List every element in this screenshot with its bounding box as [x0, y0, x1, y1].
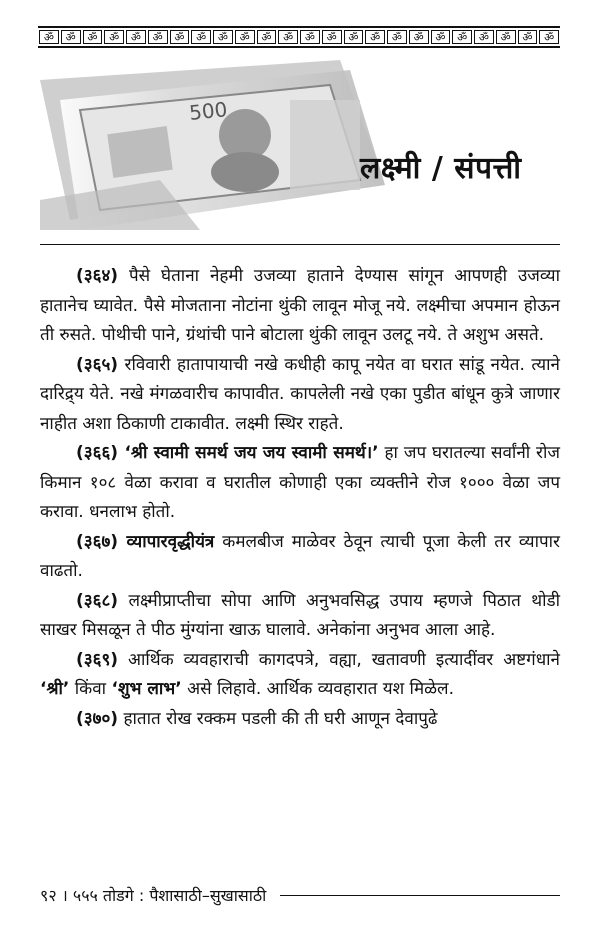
border-ornament: ॐ — [474, 30, 494, 44]
border-ornament: ॐ — [387, 30, 407, 44]
border-ornament: ॐ — [257, 30, 277, 44]
bold-term: ‘श्री’ — [40, 679, 70, 699]
paragraph-365 — [40, 351, 560, 440]
paragraph-367 — [40, 528, 560, 587]
header-divider — [40, 244, 560, 245]
paragraph-364 — [40, 262, 560, 351]
paragraph-number: (३६४) — [76, 266, 119, 286]
decorative-border — [38, 26, 560, 48]
paragraph-368 — [40, 587, 560, 646]
border-ornament: ॐ — [235, 30, 255, 44]
footer-divider — [280, 895, 560, 896]
paragraph-text: लक्ष्मीप्राप्तीचा सोपा आणि अनुभवसिद्ध उपाय म्हणजे पिठात थोडी साखर मिसळून ते पीठ मुंग्यांना खाऊ घालावे. अनेकांना अनुभव आला आहे. — [40, 590, 560, 640]
yantra-name: व्यापारवृद्धीयंत्र — [118, 531, 215, 552]
paragraph-366 — [40, 439, 560, 528]
footer-text: ९२ । ५५५ तोडगे : पैशासाठी–सुखासाठी — [40, 886, 267, 905]
border-ornament: ॐ — [39, 30, 59, 44]
banknotes-image — [40, 60, 390, 230]
page-footer — [40, 884, 560, 906]
article-body — [40, 262, 560, 734]
paragraph-369 — [40, 646, 560, 705]
border-ornament: ॐ — [126, 30, 146, 44]
bold-term: ‘शुभ लाभ’ — [111, 679, 182, 699]
paragraph-text: हातात रोख रक्कम पडली की ती घरी आणून देवापुढे — [118, 708, 438, 729]
border-ornament: ॐ — [191, 30, 211, 44]
border-ornament: ॐ — [148, 30, 168, 44]
border-ornament: ॐ — [496, 30, 516, 44]
border-ornament: ॐ — [170, 30, 190, 44]
paragraph-370 — [40, 705, 560, 735]
border-ornament: ॐ — [61, 30, 81, 44]
paragraph-number: (३६७) — [76, 531, 119, 552]
paragraph-text: पैसे घेताना नेहमी उजव्या हाताने देण्यास सांगून आपणही उजव्या हातानेच घ्यावेत. पैसे मोजताना नोटांना थुंकी लावून मोजू नये. लक्ष्मीचा अपमान होऊन ती रुसते. पोथीची पाने, ग्रंथांची पाने बोटाला थुंकी लावून उलटू नये. ते अशुभ असते. — [40, 266, 560, 345]
paragraph-number: (३६८) — [76, 590, 119, 611]
border-ornament: ॐ — [300, 30, 320, 44]
border-ornament: ॐ — [104, 30, 124, 44]
paragraph-text: रविवारी हातापायाची नखे कधीही कापू नयेत वा घरात सांडू नयेत. त्याने दारिद्र्य येते. नखे मंगळवारीच कापावीत. कापलेली नखे एका पुडीत बांधून कुत्रे जाणार नाहीत अशा ठिकाणी टाकावीत. लक्ष्मी स्थिर राहते. — [40, 354, 560, 434]
border-ornament: ॐ — [431, 30, 451, 44]
border-ornament: ॐ — [365, 30, 385, 44]
paragraph-text: आर्थिक व्यवहाराची कागदपत्रे, वह्या, खतावणी इत्यादींवर अष्टगंधाने — [118, 649, 560, 670]
mantra-text: ‘श्री स्वामी समर्थ जय जय स्वामी समर्थ।’ — [118, 443, 379, 463]
border-ornament: ॐ — [409, 30, 429, 44]
paragraph-number: (३६६) — [76, 443, 119, 463]
border-ornament: ॐ — [344, 30, 364, 44]
border-ornament: ॐ — [83, 30, 103, 44]
border-ornament: ॐ — [322, 30, 342, 44]
paragraph-text: किंवा — [69, 679, 112, 699]
border-ornament: ॐ — [518, 30, 538, 44]
paragraph-number: (३७०) — [76, 708, 119, 729]
border-ornament: ॐ — [452, 30, 472, 44]
border-ornament: ॐ — [278, 30, 298, 44]
paragraph-number: (३६५) — [76, 354, 119, 375]
paragraph-text: असे लिहावे. आर्थिक व्यवहारात यश मिळेल. — [181, 679, 454, 699]
svg-text:500: 500 — [188, 97, 229, 125]
page-title: लक्ष्मी / संपत्ती — [360, 151, 522, 186]
paragraph-text: हा जप घरातल्या सर्वांनी रोज किमान १०८ वेळा करावा व घरातील कोणाही एका व्यक्तीने रोज १००० वेळा जप करावा. धनलाभ होतो. — [40, 443, 561, 522]
border-ornament: ॐ — [213, 30, 233, 44]
paragraph-text: कमलबीज माळेवर ठेवून त्याची पूजा केली तर व्यापार वाढतो. — [40, 531, 560, 581]
border-ornament: ॐ — [539, 30, 559, 44]
paragraph-number: (३६९) — [76, 649, 119, 670]
